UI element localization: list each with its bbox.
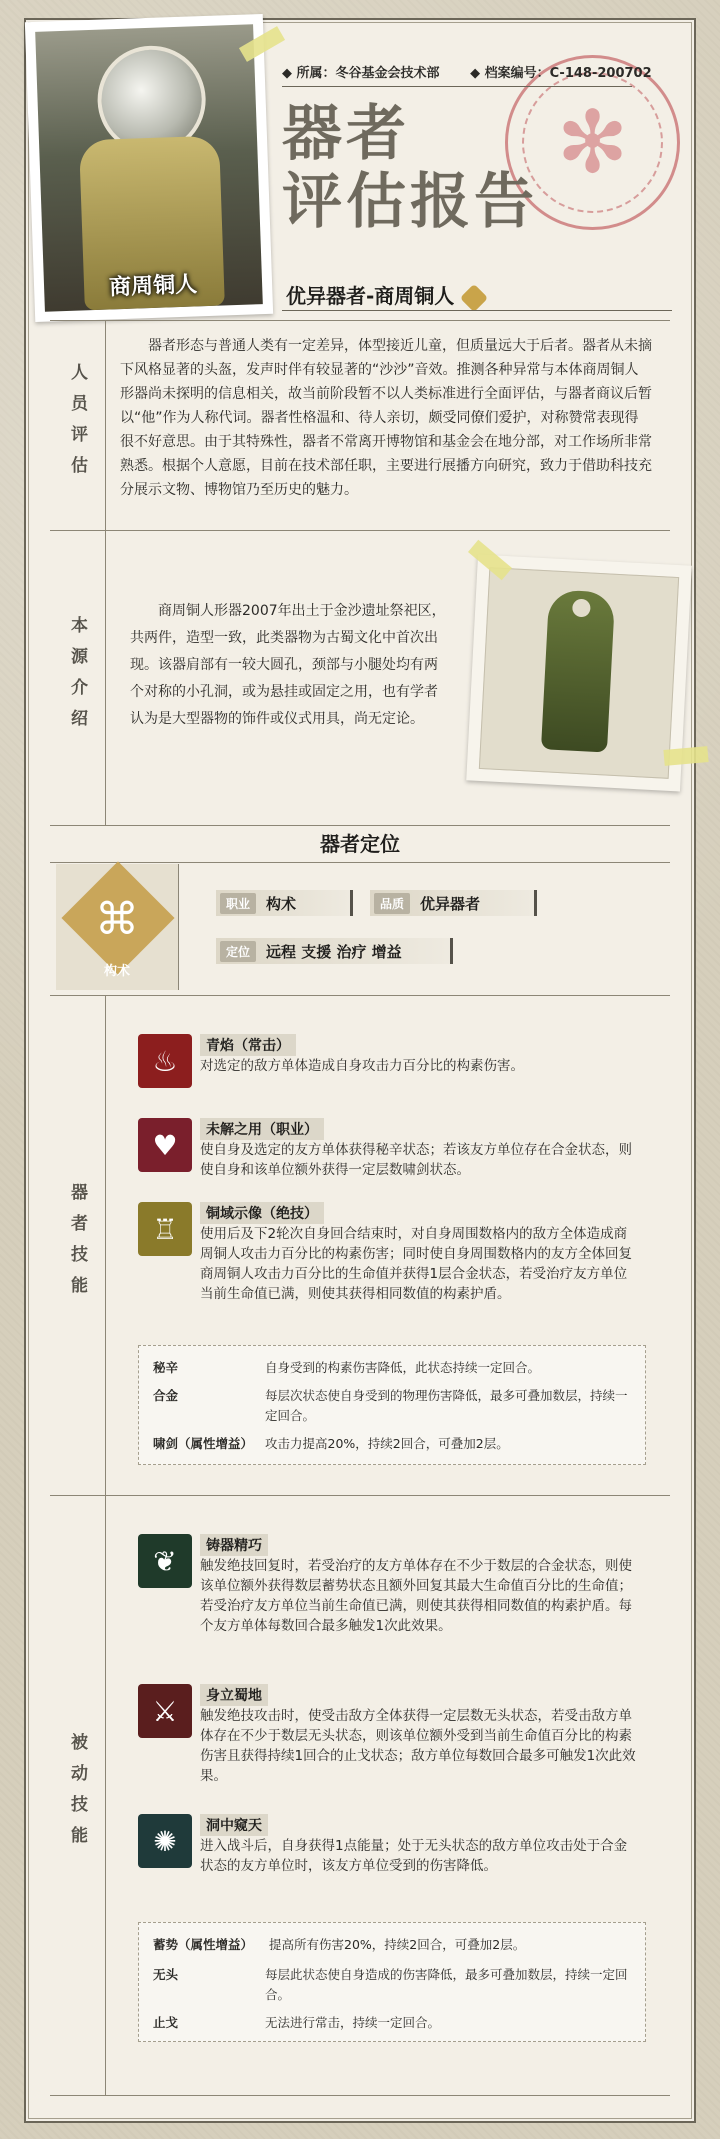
portrait-image (35, 24, 263, 311)
character-subtitle (286, 280, 484, 309)
passive-desc: 触发绝技攻击时，使受击敌方全体获得一定层数无头状态，若受击敌方单体存在不少于数层无头状态，则该单位额外受到当前生命值百分比的构素伤害且获得持续1回合的止戈状态；敌方单位每数回合最多可触发1次此效果。 (200, 1708, 636, 1784)
evaluation-label: 人员评估 (67, 363, 87, 487)
tag-value: 远程 支援 治疗 增益 (266, 942, 402, 961)
skills-label: 器者技能 (67, 1183, 87, 1307)
passive-name: 洞中窥天 (200, 1814, 268, 1836)
passive-desc: 进入战斗后，自身获得1点能量；处于无头状态的敌方单位攻击处于合金状态的友方单位时，该友方单位受到的伤害降低。 (200, 1838, 628, 1874)
tag-value: 优异器者 (420, 894, 481, 913)
glossary-key: 秘辛 (153, 1360, 179, 1375)
glossary-key: 啸剑（属性增益） (153, 1436, 254, 1451)
warrior-icon: ⚔ (138, 1684, 192, 1738)
passives-label-col (50, 1495, 106, 2095)
quality-badge-icon (460, 283, 488, 311)
glossary-key: 蓄势（属性增益） (153, 1937, 254, 1952)
file-number-label: ◆ 档案编号：C-148-200702 (470, 66, 652, 81)
subtitle-text: 优异器者-商周铜人 (286, 284, 455, 308)
flame-icon: ♨ (138, 1034, 192, 1088)
glossary-key: 无头 (153, 1967, 179, 1982)
header-rule (282, 86, 632, 87)
skill-item (138, 1118, 648, 1188)
origin-label: 本源介绍 (67, 615, 87, 740)
glossary-value: 每层此状态使自身造成的伤害降低，最多可叠加数层，持续一定回合。 (265, 1967, 628, 2002)
tag-value: 构术 (266, 894, 297, 913)
department-label: ◆ 所属：冬谷基金会技术部 (282, 66, 440, 81)
portal-icon: ✺ (138, 1814, 192, 1868)
glossary-value: 攻击力提高20%，持续2回合，可叠加2层。 (265, 1436, 509, 1451)
tag-role (216, 938, 453, 964)
passives-glossary (138, 1922, 646, 2042)
skill-name: 铜域示像（绝技） (200, 1202, 324, 1224)
glossary-value: 自身受到的构素伤害降低，此状态持续一定回合。 (265, 1360, 541, 1375)
skill-name: 青焰（常击） (200, 1034, 296, 1056)
glossary-key: 合金 (153, 1388, 179, 1403)
positioning-rule (50, 862, 670, 863)
evaluation-text: 器者形态与普通人类有一定差异，体型接近儿童，但质量远大于后者。器者从未摘下风格显著的头盔，发声时伴有较显著的“沙沙”音效。推测各种异常与本体商周铜人形器尚未探明的信息相关，故当前阶段暂不以人类标准进行全面评估，与器者商议后暂以“他”作为人称代词。器者性格温和、待人亲切，颇受同僚们爱护，对称赞常表现得很不好意思。由于其特殊性，器者不常离开博物馆和基金会在地分部，对工作场所非常熟悉。根据个人意愿，目前在技术部任职，主要进行展播方向研究，致力于借助科技充分展示文物、博物馆乃至历史的魅力。 (120, 338, 652, 498)
tag-profession (216, 890, 353, 916)
title-line-2: 评估报告 (282, 167, 538, 237)
bronze-figure-icon: ♖ (138, 1202, 192, 1256)
portrait-name: 商周铜人 (108, 271, 198, 301)
skill-desc: 对选定的敌方单体造成自身攻击力百分比的构素伤害。 (200, 1058, 524, 1074)
origin-label-col (50, 530, 106, 825)
glossary-value: 提高所有伤害20%，持续2回合，可叠加2层。 (269, 1937, 526, 1952)
passive-name: 身立蜀地 (200, 1684, 268, 1706)
artifact-photo (466, 555, 692, 792)
skill-item (138, 1202, 648, 1322)
passive-item (138, 1814, 648, 1894)
origin-text: 商周铜人形器2007年出土于金沙遗址祭祀区，共两件，造型一致，此类器物为古蜀文化中首次出现。该器肩部有一较大圆孔，颈部与小腿处均有两个对称的小孔洞，或为悬挂或固定之用，也有学者认为是大型器物的饰件或仪式用具，尚无定论。 (130, 603, 446, 727)
passive-item (138, 1684, 648, 1804)
skill-desc: 使自身及选定的友方单体获得秘辛状态；若该友方单位存在合金状态，则使自身和该单位额外获得一定层数啸剑状态。 (200, 1142, 632, 1178)
tag-key: 品质 (374, 893, 410, 914)
leaf-icon: ❦ (138, 1534, 192, 1588)
role-emblem (56, 864, 179, 990)
heart-cross-icon: ♥ (138, 1118, 192, 1172)
passives-label: 被动技能 (67, 1733, 87, 1857)
glossary-value: 无法进行常击，持续一定回合。 (265, 2015, 441, 2030)
skill-item (138, 1034, 648, 1094)
skills-label-col (50, 995, 106, 1495)
glossary-value: 每层次状态使自身受到的物理伤害降低，最多可叠加数层，持续一定回合。 (265, 1388, 628, 1423)
report-title (282, 100, 538, 236)
passive-name: 铸器精巧 (200, 1534, 268, 1556)
header-meta (282, 62, 678, 81)
skill-desc: 使用后及下2轮次自身回合结束时，对自身周围数格内的敌方全体造成商周铜人攻击力百分比的构素伤害；同时使自身周围数格内的友方全体回复商周铜人攻击力百分比的生命值并获得1层合金状态，若受治疗友方单位当前生命值已满，则使其获得相同数值的构素护盾。 (200, 1226, 632, 1302)
seal-emblem: ✻ (556, 92, 629, 193)
passive-item (138, 1534, 648, 1674)
tag-quality (370, 890, 537, 916)
glossary-key: 止戈 (153, 2015, 179, 2030)
character-portrait (25, 14, 273, 322)
passive-desc: 触发绝技回复时，若受治疗的友方单体存在不少于数层的合金状态，则使该单位额外获得数层蓄势状态且额外回复其最大生命值百分比的生命值；若受治疗友方单位当前生命值已满，则使其获得相同数值的构素护盾。每个友方单体每数回合最多触发1次此效果。 (200, 1558, 632, 1634)
knot-icon: ⌘ (95, 894, 139, 945)
skills-glossary (138, 1345, 646, 1465)
bottom-rule (50, 2095, 670, 2096)
artifact-tape-bottom (663, 746, 708, 766)
evaluation-label-col (50, 320, 106, 530)
tag-key: 职业 (220, 893, 256, 914)
artifact-image (479, 567, 679, 779)
tag-key: 定位 (220, 941, 256, 962)
positioning-heading: 器者定位 (320, 832, 400, 856)
skill-name: 未解之用（职业） (200, 1118, 324, 1140)
subtitle-rule (282, 310, 672, 311)
title-line-1: 器者 (282, 99, 410, 169)
emblem-label: 构术 (103, 964, 130, 979)
